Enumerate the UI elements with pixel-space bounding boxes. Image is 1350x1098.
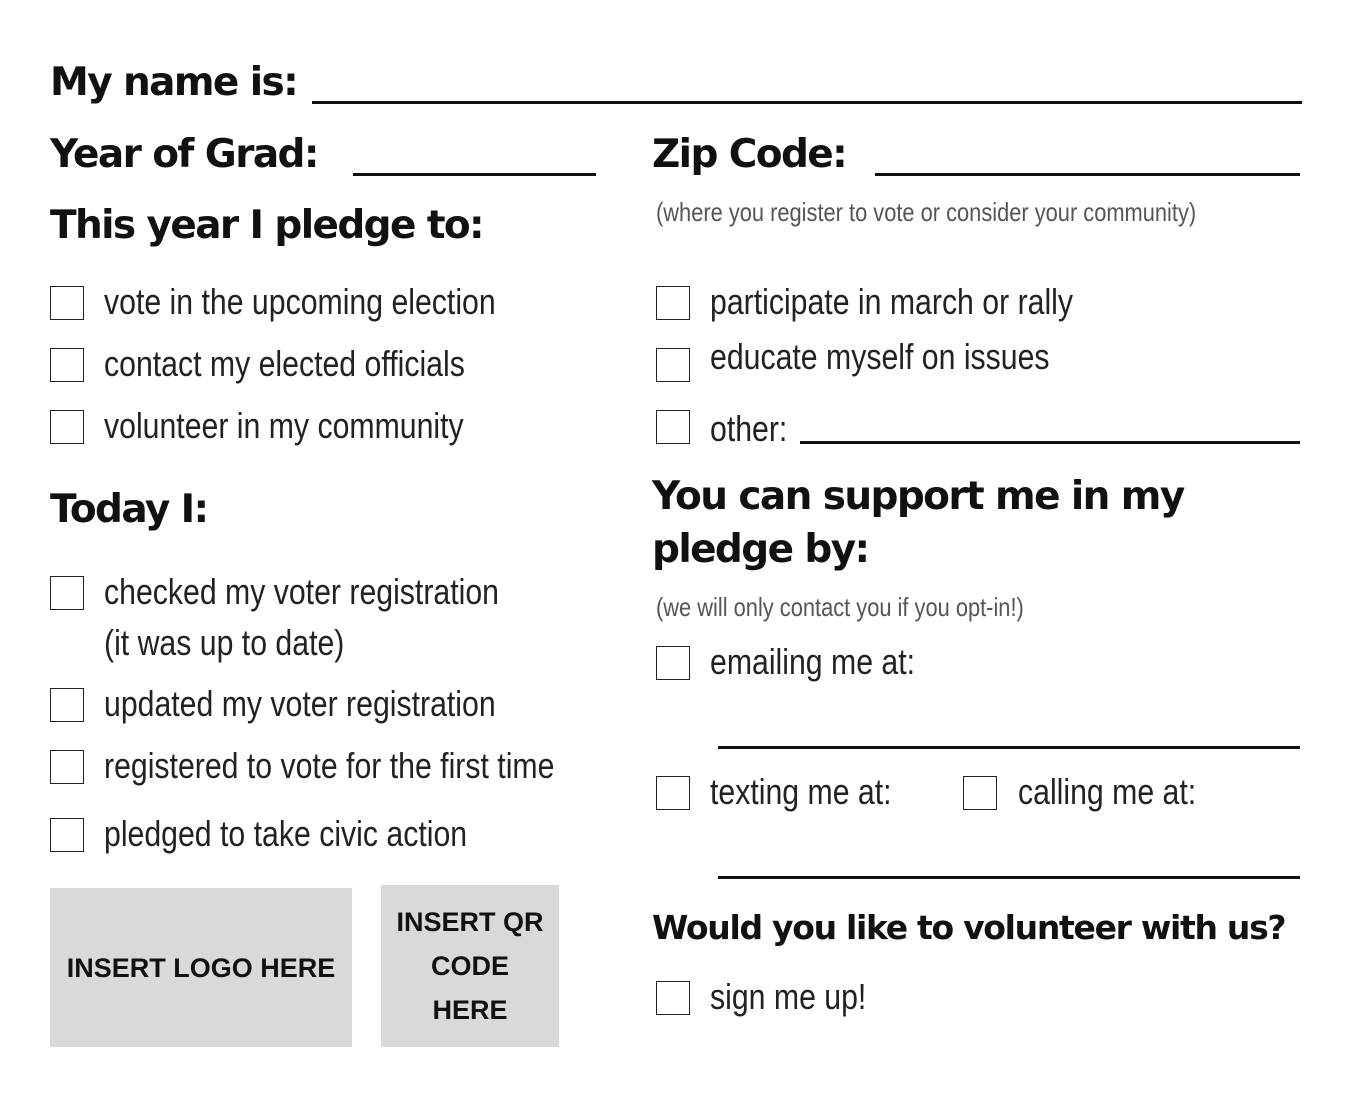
email-label: emailing me at: bbox=[710, 641, 916, 682]
checkbox-text[interactable] bbox=[656, 776, 690, 810]
checkbox-volunteer-community[interactable] bbox=[50, 410, 84, 444]
today-heading: Today I: bbox=[50, 487, 208, 532]
option-checked-registration-label: checked my voter registration bbox=[104, 571, 499, 612]
checkbox-call[interactable] bbox=[963, 776, 997, 810]
checkbox-march-rally[interactable] bbox=[656, 286, 690, 320]
checkbox-vote[interactable] bbox=[50, 286, 84, 320]
other-field-line[interactable] bbox=[800, 441, 1300, 444]
qr-placeholder-text-line3: HERE bbox=[432, 995, 508, 1025]
checkbox-registered-first-time[interactable] bbox=[50, 750, 84, 784]
checkbox-email[interactable] bbox=[656, 646, 690, 680]
qr-placeholder-text-line1: INSERT QR bbox=[396, 907, 544, 937]
checkbox-educate-issues[interactable] bbox=[656, 348, 690, 382]
option-vote-label: vote in the upcoming election bbox=[104, 281, 496, 322]
support-heading-line2: pledge by: bbox=[652, 527, 869, 572]
zip-code-label: Zip Code: bbox=[652, 132, 847, 177]
logo-placeholder-text: INSERT LOGO HERE bbox=[66, 952, 336, 983]
option-educate-issues-label: educate myself on issues bbox=[710, 336, 1050, 377]
checkbox-other[interactable] bbox=[656, 410, 690, 444]
qr-placeholder-text-line2: CODE bbox=[430, 951, 509, 981]
checkbox-pledged-civic-action[interactable] bbox=[50, 818, 84, 852]
name-label: My name is: bbox=[50, 60, 298, 105]
zip-code-note: (where you register to vote or consider your community) bbox=[656, 197, 1197, 227]
option-other-label: other: bbox=[710, 408, 788, 449]
option-registered-first-time-label: registered to vote for the first time bbox=[104, 745, 555, 786]
option-volunteer-community-label: volunteer in my community bbox=[104, 405, 464, 446]
name-field-line[interactable] bbox=[312, 101, 1302, 104]
volunteer-heading: Would you like to volunteer with us? bbox=[652, 908, 1286, 947]
option-contact-officials-label: contact my elected officials bbox=[104, 343, 465, 384]
option-checked-registration-sublabel: (it was up to date) bbox=[104, 622, 345, 663]
option-updated-registration-label: updated my voter registration bbox=[104, 683, 496, 724]
phone-field-line[interactable] bbox=[718, 876, 1300, 879]
option-march-rally-label: participate in march or rally bbox=[710, 281, 1074, 322]
qr-code-placeholder bbox=[381, 885, 559, 1047]
grad-year-label: Year of Grad: bbox=[50, 132, 318, 177]
support-heading-line1: You can support me in my bbox=[652, 474, 1184, 519]
pledge-heading: This year I pledge to: bbox=[50, 203, 484, 248]
option-pledged-civic-action-label: pledged to take civic action bbox=[104, 813, 468, 854]
grad-year-field-line[interactable] bbox=[353, 173, 596, 176]
checkbox-sign-up[interactable] bbox=[656, 981, 690, 1015]
call-label: calling me at: bbox=[1018, 771, 1197, 812]
logo-placeholder bbox=[50, 888, 352, 1047]
sign-up-label: sign me up! bbox=[710, 976, 867, 1017]
checkbox-contact-officials[interactable] bbox=[50, 348, 84, 382]
email-field-line[interactable] bbox=[718, 746, 1300, 749]
checkbox-updated-registration[interactable] bbox=[50, 688, 84, 722]
checkbox-checked-registration[interactable] bbox=[50, 576, 84, 610]
zip-code-field-line[interactable] bbox=[875, 173, 1300, 176]
text-label: texting me at: bbox=[710, 771, 892, 812]
support-note: (we will only contact you if you opt-in!) bbox=[656, 592, 1024, 622]
